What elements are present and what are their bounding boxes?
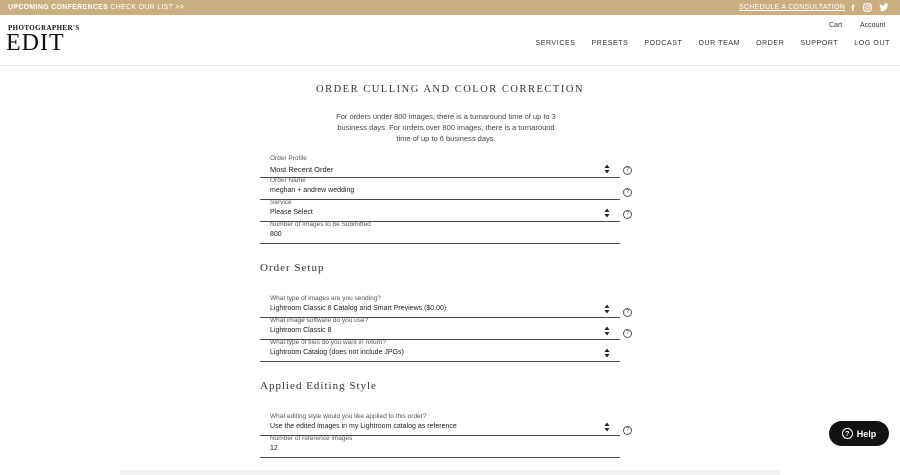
nav-services[interactable]: SERVICES — [535, 40, 576, 47]
field-label: What editing style would you like applied to this order? — [270, 413, 427, 420]
help-circle-icon[interactable]: ? — [623, 426, 632, 435]
editing-style-select[interactable] — [260, 413, 620, 436]
field-label: Order Profile — [270, 155, 307, 162]
field-value: Please Select — [270, 209, 313, 216]
order-profile-select[interactable] — [260, 155, 620, 178]
field-value: Most Recent Order — [270, 165, 334, 174]
logo[interactable]: EDIT — [6, 30, 65, 56]
help-circle-icon[interactable]: ? — [623, 188, 632, 197]
account-link[interactable]: Account — [860, 22, 886, 29]
field-label: What image software do you use? — [270, 317, 369, 324]
cart-link[interactable]: Cart — [829, 22, 843, 29]
schedule-consultation-link[interactable]: SCHEDULE A CONSULTATION — [739, 4, 846, 11]
nav-log-out[interactable]: LOG OUT — [854, 40, 890, 47]
nav-presets[interactable]: PRESETS — [591, 40, 629, 47]
question-circle-icon: ? — [842, 428, 853, 439]
nav-support[interactable]: SUPPORT — [800, 40, 839, 47]
field-value: meghan + andrew wedding — [270, 187, 355, 194]
field-value: Use the edited images in my Lightroom catalog as reference — [270, 423, 457, 430]
image-type-select[interactable] — [260, 295, 620, 318]
select-arrows-icon — [604, 164, 610, 174]
select-arrows-icon — [604, 348, 610, 358]
field-value: Lightroom Classic 8 Catalog and Smart Previews ($0.00) — [270, 305, 447, 312]
help-button-label: Help — [856, 428, 877, 439]
turnaround-description: For orders under 800 images, there is a turnaround time of up to 3 business days. For orders over 800 images, there is a turnaround time of up to 6 business days. — [336, 112, 556, 143]
reference-images-input[interactable] — [260, 435, 620, 458]
image-software-select[interactable] — [260, 317, 620, 340]
field-value: 800 — [270, 231, 282, 238]
field-value: Lightroom Catalog (does not include JPGs) — [270, 349, 404, 356]
order-name-input[interactable] — [260, 177, 620, 200]
conference-promo[interactable] — [8, 4, 184, 11]
image-count-input[interactable] — [260, 221, 620, 244]
help-circle-icon[interactable]: ? — [623, 210, 632, 219]
field-label: Order Name — [270, 177, 306, 184]
section-heading-order-setup: Order Setup — [260, 262, 325, 274]
field-label: Service — [270, 199, 292, 206]
logo-subtitle[interactable]: PHOTOGRAPHER'S — [8, 24, 80, 32]
select-arrows-icon — [604, 208, 610, 218]
promo-link[interactable]: CHECK OUR LIST >> — [110, 4, 185, 11]
nav-our-team[interactable]: OUR TEAM — [698, 40, 741, 47]
facebook-icon[interactable]: f — [851, 2, 855, 13]
announcement-bar — [0, 0, 900, 15]
page-title: ORDER CULLING AND COLOR CORRECTION — [315, 84, 584, 95]
select-arrows-icon — [604, 304, 610, 314]
help-circle-icon[interactable]: ? — [623, 166, 632, 175]
field-label: What type of images are you sending? — [270, 295, 381, 302]
field-value: 12 — [270, 445, 278, 452]
select-arrows-icon — [604, 422, 610, 432]
nav-order[interactable]: ORDER — [756, 40, 785, 47]
field-label: Number of reference images — [270, 435, 353, 442]
section-heading-editing-style: Applied Editing Style — [260, 380, 377, 392]
instagram-icon[interactable] — [862, 2, 872, 13]
help-button[interactable] — [829, 421, 889, 446]
field-label: What type of files do you want in return? — [270, 339, 386, 346]
footer-edge — [120, 470, 780, 475]
site-header — [0, 15, 900, 66]
field-value: Lightroom Classic 8 — [270, 327, 332, 334]
help-circle-icon[interactable]: ? — [623, 329, 632, 338]
twitter-icon[interactable] — [878, 2, 890, 13]
main-nav — [519, 40, 890, 47]
help-circle-icon[interactable]: ? — [623, 308, 632, 317]
select-arrows-icon — [604, 326, 610, 336]
return-file-type-select[interactable] — [260, 339, 620, 362]
service-select[interactable] — [260, 199, 620, 222]
field-label: Number of Images to be Submitted — [270, 221, 371, 228]
nav-podcast[interactable]: PODCAST — [644, 40, 683, 47]
promo-bold-text: UPCOMING CONFERENCES — [8, 4, 109, 11]
